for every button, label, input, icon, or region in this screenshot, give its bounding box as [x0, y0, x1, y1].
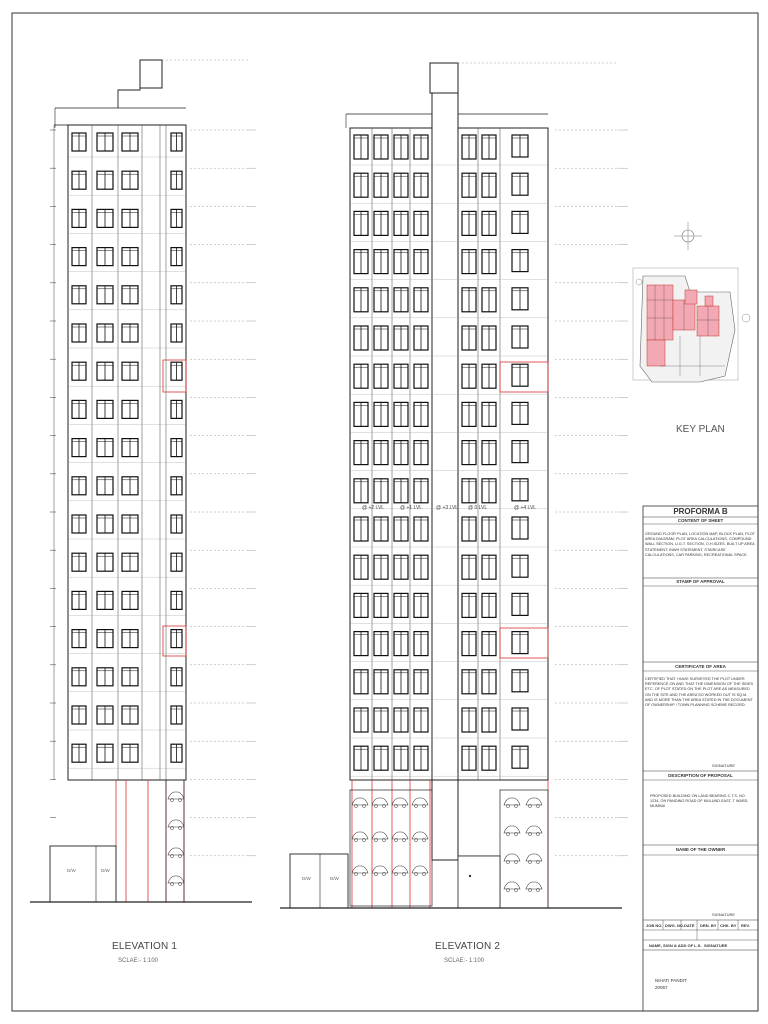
window-icon	[414, 746, 428, 770]
window-icon	[414, 135, 428, 159]
window-icon	[97, 362, 113, 380]
window-icon	[512, 135, 528, 157]
window-icon	[374, 326, 388, 350]
window-icon	[122, 439, 138, 457]
window-icon	[354, 517, 368, 541]
window-icon	[354, 441, 368, 465]
parking-bay	[350, 790, 432, 906]
window-icon	[462, 708, 476, 732]
car-icon	[392, 798, 408, 808]
table-name-sign-ls: NAME, SIGN & ADD OF L.S.	[649, 943, 702, 948]
proposal-heading: DESCRIPTION OF PROPOSAL	[668, 773, 733, 778]
window-icon	[374, 288, 388, 312]
window-icon	[414, 173, 428, 197]
window-icon	[414, 593, 428, 617]
elevation-2-scale: SCLAE:- 1:100	[444, 958, 485, 964]
window-icon	[171, 744, 182, 762]
window-icon	[482, 211, 496, 235]
elevation-2-drawing	[280, 63, 628, 908]
window-icon	[482, 708, 496, 732]
window-icon	[97, 324, 113, 342]
proposal-text: PROPOSED BUILDING ON LAND BEARING C.T.S. NO 1234, ON PANDING ROAD OF MULUND EAST, T WARD, MUMBAI	[650, 794, 749, 809]
window-icon	[462, 326, 476, 350]
water-tank	[430, 63, 458, 93]
window-icon	[482, 364, 496, 388]
window-icon	[512, 250, 528, 272]
window-icon	[354, 326, 368, 350]
window-icon	[72, 400, 86, 418]
window-icon	[462, 746, 476, 770]
window-icon	[482, 479, 496, 503]
car-icon	[352, 798, 368, 808]
annex-room	[50, 846, 116, 902]
window-icon	[122, 171, 138, 189]
window-icon	[414, 479, 428, 503]
window-icon	[97, 209, 113, 227]
window-icon	[354, 402, 368, 426]
window-icon	[414, 250, 428, 274]
window-icon	[171, 477, 182, 495]
car-icon	[412, 798, 428, 808]
window-icon	[72, 133, 86, 151]
window-icon	[462, 364, 476, 388]
stamp-heading: STAMP OF APPROVAL	[676, 579, 725, 584]
contents-heading: CONTENT OF SHEET	[677, 518, 724, 523]
elevation-2-dim-left: D/W	[302, 876, 311, 881]
car-icon	[526, 798, 542, 808]
window-icon	[171, 668, 182, 686]
car-icon	[412, 832, 428, 842]
window-icon	[512, 708, 528, 730]
window-icon	[414, 517, 428, 541]
window-icon	[171, 591, 182, 609]
window-icon	[414, 632, 428, 656]
window-icon	[171, 400, 182, 418]
window-icon	[482, 326, 496, 350]
car-icon	[352, 832, 368, 842]
owner-heading: NAME OF THE OWNER	[675, 847, 726, 852]
window-icon	[97, 286, 113, 304]
window-icon	[97, 668, 113, 686]
window-icon	[122, 400, 138, 418]
window-icon	[354, 288, 368, 312]
window-icon	[394, 364, 408, 388]
window-icon	[414, 288, 428, 312]
table-signature: SIGNATURE	[704, 943, 728, 948]
window-icon	[394, 173, 408, 197]
window-icon	[394, 135, 408, 159]
window-icon	[122, 553, 138, 571]
window-icon	[354, 746, 368, 770]
car-icon	[372, 866, 388, 876]
north-arrow-icon	[674, 222, 702, 250]
window-icon	[462, 135, 476, 159]
annex-room	[290, 854, 348, 908]
window-icon	[72, 324, 86, 342]
window-icon	[462, 632, 476, 656]
window-icon	[122, 248, 138, 266]
elevation-1-drawing	[30, 60, 256, 902]
window-icon	[482, 441, 496, 465]
window-icon	[122, 286, 138, 304]
window-icon	[374, 173, 388, 197]
window-icon	[122, 630, 138, 648]
window-icon	[354, 670, 368, 694]
window-icon	[374, 364, 388, 388]
window-icon	[482, 288, 496, 312]
window-icon	[394, 479, 408, 503]
table-rev: REV.	[741, 923, 750, 928]
car-icon	[504, 826, 520, 836]
window-icon	[171, 362, 182, 380]
window-icon	[97, 630, 113, 648]
window-icon	[354, 173, 368, 197]
car-icon	[168, 876, 184, 886]
window-icon	[482, 746, 496, 770]
window-icon	[512, 555, 528, 577]
window-icon	[122, 362, 138, 380]
window-icon	[354, 555, 368, 579]
car-icon	[526, 882, 542, 892]
window-icon	[394, 288, 408, 312]
signature-label-1: SIGNATURE	[712, 763, 736, 768]
window-icon	[482, 135, 496, 159]
window-icon	[414, 364, 428, 388]
window-icon	[354, 135, 368, 159]
car-icon	[372, 832, 388, 842]
elevation-1-dim-right: D/W	[101, 868, 110, 873]
window-icon	[97, 744, 113, 762]
window-icon	[414, 211, 428, 235]
window-icon	[462, 288, 476, 312]
window-icon	[512, 211, 528, 233]
window-icon	[394, 326, 408, 350]
window-icon	[462, 517, 476, 541]
window-icon	[122, 209, 138, 227]
window-icon	[512, 593, 528, 615]
elevation-1-dim-left: D/W	[67, 868, 76, 873]
window-icon	[171, 553, 182, 571]
window-icon	[122, 744, 138, 762]
signature-label-2: SIGNATURE	[712, 912, 736, 917]
window-icon	[394, 555, 408, 579]
elevation-1-scale: SCLAE:- 1:100	[118, 958, 159, 964]
window-icon	[462, 173, 476, 197]
table-job-no: JOB NO.	[646, 923, 663, 928]
window-icon	[171, 324, 182, 342]
window-icon	[354, 593, 368, 617]
window-icon	[171, 706, 182, 724]
elevation-2-level-label: @ +1 LVL	[400, 505, 423, 511]
window-icon	[72, 668, 86, 686]
window-icon	[354, 211, 368, 235]
window-icon	[171, 439, 182, 457]
key-plan-drawing	[633, 222, 750, 382]
car-icon	[526, 854, 542, 864]
elevation-2-level-label: @ +3 LVL	[436, 505, 459, 511]
window-icon	[512, 326, 528, 348]
window-icon	[354, 479, 368, 503]
window-icon	[122, 668, 138, 686]
window-icon	[72, 362, 86, 380]
window-icon	[394, 211, 408, 235]
window-icon	[374, 670, 388, 694]
window-icon	[72, 248, 86, 266]
elevation-2-level-label: @ +4 LVL	[514, 505, 537, 511]
window-icon	[97, 133, 113, 151]
contents-text: GROUND FLOOR PLAN, LOCATION MAP, BLOCK PLAN, PLOT AREA DIAGRAM, PLOT AREA CALCULATIONS, COMPOUND WALL SECTION, U.G.T. SECTION, O.H.SIZES, BUILT UP AREA STATEMENT, INWH STATEMENT, STAIRCASE CALCULATIONS, CAR PARKING, RECREATIONAL SPACE.	[645, 532, 755, 557]
window-icon	[394, 593, 408, 617]
dot	[469, 875, 471, 877]
window-icon	[171, 209, 182, 227]
window-icon	[72, 209, 86, 227]
window-icon	[72, 744, 86, 762]
window-icon	[97, 171, 113, 189]
elevation-2-dim-right: D/W	[330, 876, 339, 881]
window-icon	[374, 402, 388, 426]
window-icon	[374, 555, 388, 579]
window-icon	[414, 708, 428, 732]
window-icon	[374, 211, 388, 235]
window-icon	[512, 402, 528, 424]
window-icon	[354, 708, 368, 732]
window-icon	[394, 441, 408, 465]
window-icon	[462, 555, 476, 579]
window-icon	[482, 555, 496, 579]
window-icon	[374, 517, 388, 541]
table-chk-by: CHK. BY	[720, 923, 737, 928]
window-icon	[512, 670, 528, 692]
window-icon	[394, 250, 408, 274]
window-icon	[482, 632, 496, 656]
window-icon	[72, 706, 86, 724]
window-icon	[414, 670, 428, 694]
table-date: DATE	[684, 923, 695, 928]
car-icon	[168, 848, 184, 858]
window-icon	[72, 286, 86, 304]
window-icon	[72, 439, 86, 457]
car-icon	[392, 866, 408, 876]
window-icon	[394, 402, 408, 426]
window-icon	[122, 706, 138, 724]
window-icon	[414, 402, 428, 426]
window-icon	[97, 706, 113, 724]
window-icon	[482, 173, 496, 197]
car-lift-shaft	[166, 780, 184, 902]
window-icon	[374, 593, 388, 617]
window-icon	[171, 630, 182, 648]
car-icon	[168, 820, 184, 830]
window-icon	[122, 591, 138, 609]
window-icon	[354, 250, 368, 274]
window-icon	[462, 441, 476, 465]
table-drn-by: DRN. BY	[700, 923, 717, 928]
window-icon	[512, 173, 528, 195]
window-icon	[462, 479, 476, 503]
table-dwg-no: DWG. NO.	[665, 923, 685, 928]
key-plan-title: KEY PLAN	[676, 424, 725, 435]
window-icon	[374, 135, 388, 159]
window-icon	[122, 515, 138, 533]
window-icon	[97, 515, 113, 533]
window-icon	[512, 479, 528, 501]
stair-core-front	[432, 93, 458, 780]
window-icon	[512, 288, 528, 310]
car-icon	[504, 854, 520, 864]
window-icon	[512, 517, 528, 539]
window-icon	[462, 593, 476, 617]
key-plan-tree-icon	[636, 279, 642, 285]
window-icon	[462, 250, 476, 274]
car-icon	[168, 792, 184, 802]
window-icon	[512, 632, 528, 654]
window-icon	[374, 479, 388, 503]
window-icon	[97, 477, 113, 495]
elevation-2-level-label: @ +2 LVL	[362, 505, 385, 511]
window-icon	[462, 670, 476, 694]
window-icon	[462, 402, 476, 426]
certificate-heading: CERTIFICATE OF AREA	[675, 664, 726, 669]
window-icon	[72, 515, 86, 533]
window-icon	[414, 326, 428, 350]
window-icon	[512, 364, 528, 386]
car-icon	[504, 882, 520, 892]
window-icon	[72, 477, 86, 495]
window-icon	[414, 441, 428, 465]
window-icon	[171, 133, 182, 151]
window-icon	[72, 630, 86, 648]
entrance-lobby	[458, 856, 500, 908]
car-icon	[372, 798, 388, 808]
window-icon	[171, 515, 182, 533]
water-tank	[140, 60, 162, 88]
window-icon	[394, 670, 408, 694]
window-icon	[394, 517, 408, 541]
window-icon	[122, 324, 138, 342]
window-icon	[462, 211, 476, 235]
window-icon	[394, 708, 408, 732]
window-icon	[72, 553, 86, 571]
window-icon	[97, 400, 113, 418]
elevation-1-title: ELEVATION 1	[112, 941, 178, 952]
window-icon	[482, 593, 496, 617]
car-icon	[412, 866, 428, 876]
car-icon	[352, 866, 368, 876]
window-icon	[374, 250, 388, 274]
window-icon	[171, 248, 182, 266]
window-icon	[97, 591, 113, 609]
window-icon	[374, 441, 388, 465]
window-icon	[354, 364, 368, 388]
stair-head-outline	[118, 60, 140, 108]
parking-bay	[500, 790, 548, 908]
window-icon	[512, 441, 528, 463]
window-icon	[97, 248, 113, 266]
elevation-2-title: ELEVATION 2	[435, 941, 501, 952]
window-icon	[374, 632, 388, 656]
car-icon	[392, 832, 408, 842]
window-icon	[72, 171, 86, 189]
window-icon	[171, 171, 182, 189]
window-icon	[171, 286, 182, 304]
certificate-text: CERTIFIED THAT I HAVE SURVEYED THE PLOT UNDER REFERENCE ON AND THAT THE DIMENSION OF THE SIDES ETC. OF PLOT STATED ON THE PLOT ARE AS MEASURED ON THE SITE AND THE AREA SO WORKED OUT IS SQ.M. AND IS MORE THAN THE AREA STATED IN THE DOCUMENT OF OWNERSHIP / TOWN PLANNING SCHEME RECORD.	[645, 677, 754, 708]
window-icon	[482, 517, 496, 541]
window-icon	[374, 708, 388, 732]
window-icon	[97, 553, 113, 571]
window-icon	[97, 439, 113, 457]
elevation-2-level-label: @ 0 LVL	[468, 505, 488, 511]
author-name: NIHATI PANDIT	[655, 978, 687, 983]
window-icon	[122, 133, 138, 151]
window-icon	[414, 555, 428, 579]
window-icon	[482, 402, 496, 426]
key-plan-tree-icon	[742, 314, 750, 322]
author-id: 20067	[655, 985, 668, 990]
window-icon	[394, 632, 408, 656]
window-icon	[374, 746, 388, 770]
car-icon	[526, 826, 542, 836]
car-icon	[504, 798, 520, 808]
window-icon	[512, 746, 528, 768]
window-icon	[482, 250, 496, 274]
window-icon	[482, 670, 496, 694]
window-icon	[72, 591, 86, 609]
window-icon	[354, 632, 368, 656]
window-icon	[122, 477, 138, 495]
proforma-title: PROFORMA B	[673, 507, 728, 516]
window-icon	[394, 746, 408, 770]
